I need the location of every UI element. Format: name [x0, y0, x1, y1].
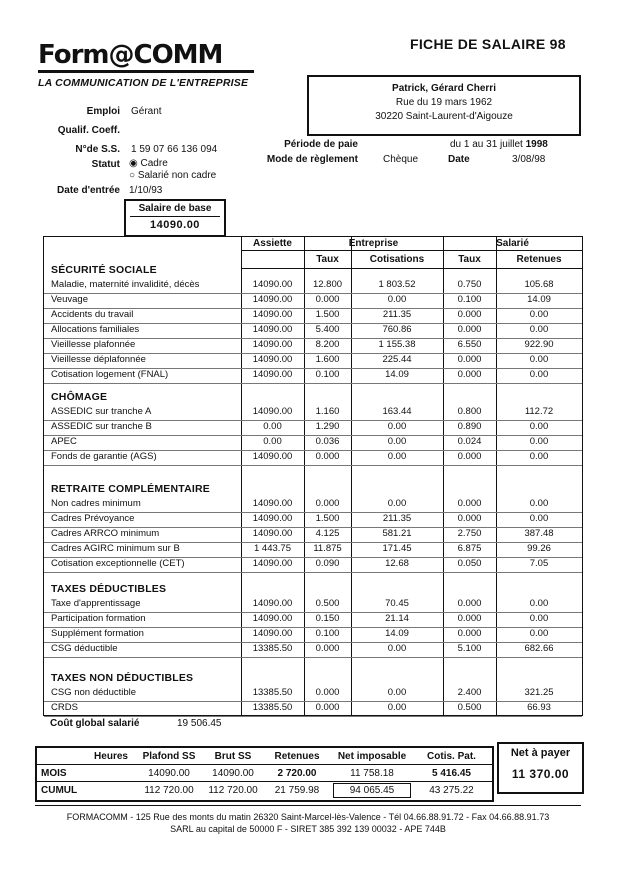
row-cell: 0.750	[457, 279, 482, 290]
footer-legal: SARL au capital de 50000 F - SIRET 385 392 139 00032 - APE 744B	[170, 824, 446, 834]
row-label: Taxe d'apprentissage	[51, 598, 141, 609]
row-cell: 171.45	[382, 543, 412, 554]
row-cell: 0.090	[315, 558, 340, 569]
row-cell: 0.00	[529, 451, 549, 462]
reglement-value: Chèque	[383, 154, 419, 165]
row-cell: 8.200	[315, 339, 340, 350]
row-cell: 0.000	[457, 498, 482, 509]
cumul-cotis-pat: 43 275.22	[429, 785, 474, 796]
entree-value: 1/10/93	[129, 185, 163, 196]
row-cell: 5.400	[315, 324, 340, 335]
employee-address-line2: 30220 Saint-Laurent-d'Aigouze	[375, 111, 513, 122]
table-row	[44, 420, 582, 435]
employee-address-line1: Rue du 19 mars 1962	[395, 97, 493, 108]
table-row	[44, 512, 582, 527]
row-label: Supplément formation	[51, 628, 144, 639]
section-title: TAXES NON DÉDUCTIBLES	[51, 672, 194, 684]
row-cell: 14.09	[527, 294, 551, 305]
row-cell: 0.00	[387, 702, 407, 713]
header-taux-entreprise: Taux	[316, 254, 339, 265]
table-row	[44, 278, 582, 293]
document-title: FICHE DE SALAIRE 98	[410, 36, 566, 52]
row-cell: 0.00	[529, 613, 549, 624]
section-title: SÉCURITÉ SOCIALE	[51, 264, 157, 276]
row-cell: 14090.00	[252, 369, 293, 380]
table-row	[44, 405, 582, 420]
footer-address: FORMACOMM - 125 Rue des monts du matin 26320 Saint-Marcel-lès-Valence - Tél 04.66.88.91.72 - Fax 04.66.88.91.73	[66, 812, 550, 822]
footer-divider	[35, 805, 581, 806]
row-cell: 14090.00	[252, 628, 293, 639]
row-cell: 66.93	[527, 702, 551, 713]
row-label: Fonds de garantie (AGS)	[51, 451, 157, 462]
row-cell: 0.00	[387, 687, 407, 698]
totals-table	[35, 746, 494, 802]
table-row	[44, 353, 582, 368]
row-cell: 0.000	[457, 354, 482, 365]
row-cell: 1 803.52	[378, 279, 416, 290]
row-cell: 0.00	[529, 309, 549, 320]
row-cell: 14090.00	[252, 324, 293, 335]
row-cell: 14090.00	[252, 498, 293, 509]
section-title: CHÔMAGE	[51, 391, 108, 403]
row-cell: 14090.00	[252, 598, 293, 609]
emploi-value: Gérant	[131, 106, 162, 117]
row-label: Maladie, maternité invalidité, décès	[51, 279, 200, 290]
row-cell: 225.44	[382, 354, 412, 365]
row-cell: 0.000	[315, 294, 340, 305]
statut-cadre	[129, 158, 168, 169]
header-entreprise: Entreprise	[348, 238, 399, 249]
row-cell: 0.00	[263, 421, 282, 432]
row-cell: 14090.00	[252, 279, 293, 290]
row-cell: 4.125	[315, 528, 340, 539]
cout-global-label: Coût global salarié	[50, 718, 140, 729]
table-row	[44, 686, 582, 701]
table-row	[44, 627, 582, 642]
qualif-label: Qualif. Coeff.	[57, 125, 120, 136]
row-cell: 0.000	[457, 513, 482, 524]
date-label: Date	[448, 154, 470, 165]
radio-checked-icon: ◉	[129, 158, 138, 169]
table-row	[44, 450, 582, 465]
row-cell: 211.35	[382, 309, 412, 320]
row-cell: 1 443.75	[254, 543, 291, 554]
company-logo: Form@COMM	[38, 40, 223, 70]
row-divider	[44, 465, 582, 466]
row-cell: 11.875	[313, 543, 342, 554]
row-cell: 12.68	[385, 558, 409, 569]
row-cell: 2.750	[457, 528, 482, 539]
row-cell: 6.550	[457, 339, 482, 350]
row-cell: 922.90	[524, 339, 554, 350]
row-cell: 0.00	[529, 436, 549, 447]
mois-plafond: 14090.00	[148, 768, 190, 779]
radio-unchecked-icon: ○	[129, 170, 136, 181]
mois-net-imposable: 11 758.18	[350, 768, 394, 779]
row-cell: 14090.00	[252, 354, 293, 365]
net-a-payer-label: Net à payer	[510, 747, 571, 759]
table-row	[44, 435, 582, 450]
section-title: TAXES DÉDUCTIBLES	[51, 583, 167, 595]
row-cell: 7.05	[529, 558, 549, 569]
cout-global-value: 19 506.45	[177, 718, 222, 729]
company-tagline: LA COMMUNICATION DE L'ENTREPRISE	[38, 77, 249, 89]
row-cell: 12.800	[312, 279, 343, 290]
row-cell: 0.000	[457, 628, 482, 639]
row-cell: 14090.00	[252, 451, 293, 462]
table-row	[44, 597, 582, 612]
mois-cotis-pat: 5 416.45	[432, 768, 471, 779]
row-cell: 0.500	[457, 702, 482, 713]
mois-retenues: 2 720.00	[277, 768, 317, 779]
row-cell: 0.00	[529, 354, 549, 365]
row-cell: 14.09	[385, 369, 409, 380]
row-cell: 0.000	[315, 498, 340, 509]
row-cell: 0.00	[387, 498, 407, 509]
table-row	[44, 701, 582, 716]
row-cell: 13385.50	[252, 687, 293, 698]
row-cell: 0.000	[457, 369, 482, 380]
table-row	[44, 293, 582, 308]
row-cell: 0.00	[529, 628, 549, 639]
row-cell: 387.48	[524, 528, 554, 539]
row-cell: 0.00	[387, 451, 407, 462]
row-label: Veuvage	[51, 294, 88, 305]
row-cell: 0.036	[315, 436, 340, 447]
table-row	[44, 323, 582, 338]
row-label: ASSEDIC sur tranche B	[51, 421, 152, 432]
row-cell: 163.44	[382, 406, 412, 417]
row-cell: 21.14	[385, 613, 409, 624]
employee-address-box	[307, 75, 581, 136]
table-row	[44, 642, 582, 657]
row-cell: 0.00	[387, 436, 407, 447]
table-row	[44, 497, 582, 512]
row-cell: 211.35	[382, 513, 412, 524]
totals-header-heures: Heures	[94, 751, 128, 762]
row-cell: 760.86	[382, 324, 412, 335]
header-assiette: Assiette	[253, 238, 292, 249]
row-cell: 14090.00	[252, 558, 293, 569]
row-cell: 6.875	[457, 543, 482, 554]
mois-brut: 14090.00	[212, 768, 254, 779]
ss-label: N°de S.S.	[75, 144, 120, 155]
row-cell: 321.25	[524, 687, 554, 698]
row-cell: 14.09	[385, 628, 409, 639]
row-label: Cotisation exceptionnelle (CET)	[51, 558, 185, 569]
row-cell: 0.000	[457, 324, 482, 335]
net-a-payer-box	[497, 742, 584, 794]
table-row	[44, 308, 582, 323]
row-cell: 105.68	[524, 279, 554, 290]
date-value: 3/08/98	[512, 154, 546, 165]
periode-value	[450, 139, 548, 150]
row-cell: 0.100	[315, 628, 340, 639]
row-label: Cadres AGIRC minimum sur B	[51, 543, 180, 554]
row-cell: 0.000	[457, 309, 482, 320]
row-label: Vieillesse déplafonnée	[51, 354, 146, 365]
row-cell: 0.000	[315, 643, 340, 654]
totals-mois-label: MOIS	[41, 768, 67, 779]
reglement-label: Mode de règlement	[266, 154, 358, 165]
table-row	[44, 338, 582, 353]
row-cell: 14090.00	[252, 613, 293, 624]
row-label: ASSEDIC sur tranche A	[51, 406, 152, 417]
row-cell: 0.00	[387, 643, 407, 654]
periode-text: du 1 au 31 juillet	[450, 139, 523, 150]
row-cell: 0.890	[457, 421, 482, 432]
totals-header-retenues: Retenues	[274, 751, 320, 762]
contributions-table	[43, 236, 583, 716]
row-label: Vieillesse plafonnée	[51, 339, 136, 350]
row-label: Cadres Prévoyance	[51, 513, 135, 524]
row-cell: 0.000	[315, 702, 340, 713]
row-cell: 14090.00	[252, 294, 293, 305]
row-cell: 13385.50	[252, 702, 293, 713]
row-cell: 0.100	[315, 369, 340, 380]
emploi-label: Emploi	[86, 106, 120, 117]
row-divider	[44, 383, 582, 384]
entree-label: Date d'entrée	[57, 185, 120, 196]
row-label: Non cadres minimum	[51, 498, 141, 509]
row-cell: 0.000	[315, 451, 340, 462]
row-cell: 0.00	[529, 598, 549, 609]
row-cell: 2.400	[457, 687, 482, 698]
totals-header-cotis-pat: Cotis. Pat.	[427, 751, 476, 762]
statut-cadre-label: Cadre	[140, 158, 168, 169]
row-label: CSG non déductible	[51, 687, 137, 698]
ss-value: 1 59 07 66 136 094	[131, 144, 218, 155]
row-label: Accidents du travail	[51, 309, 134, 320]
header-salarie: Salarié	[496, 238, 529, 249]
row-cell: 1.160	[315, 406, 340, 417]
periode-year: 1998	[525, 139, 548, 150]
row-cell: 0.00	[529, 421, 549, 432]
row-cell: 70.45	[385, 598, 409, 609]
row-label: CSG déductible	[51, 643, 118, 654]
row-cell: 0.00	[263, 436, 282, 447]
row-cell: 1.290	[315, 421, 340, 432]
table-row	[44, 527, 582, 542]
statut-non-cadre	[129, 170, 216, 181]
header-taux-salarie: Taux	[458, 254, 481, 265]
row-cell: 13385.50	[252, 643, 293, 654]
row-cell: 5.100	[457, 643, 482, 654]
row-cell: 0.000	[457, 613, 482, 624]
row-cell: 14090.00	[252, 406, 293, 417]
row-cell: 14090.00	[252, 309, 293, 320]
row-cell: 14090.00	[252, 513, 293, 524]
cumul-plafond: 112 720.00	[144, 785, 194, 796]
row-cell: 0.00	[529, 513, 549, 524]
row-cell: 581.21	[382, 528, 412, 539]
table-row	[44, 368, 582, 383]
row-cell: 1.600	[315, 354, 340, 365]
cumul-retenues: 21 759.98	[274, 785, 320, 796]
totals-header-plafond: Plafond SS	[142, 751, 196, 762]
row-label: Cotisation logement (FNAL)	[51, 369, 169, 380]
row-label: APEC	[51, 436, 77, 447]
row-cell: 0.00	[387, 294, 407, 305]
base-salary-value: 14090.00	[130, 216, 220, 231]
row-cell: 0.00	[529, 498, 549, 509]
cumul-brut: 112 720.00	[208, 785, 258, 796]
row-cell: 0.000	[315, 687, 340, 698]
employee-name: Patrick, Gérard Cherri	[392, 83, 496, 94]
totals-header-brut: Brut SS	[214, 751, 252, 762]
section-title: RETRAITE COMPLÉMENTAIRE	[51, 483, 210, 495]
row-cell: 0.00	[529, 369, 549, 380]
row-cell: 0.024	[457, 436, 482, 447]
row-cell: 112.72	[524, 406, 554, 417]
row-cell: 1 155.38	[378, 339, 416, 350]
row-cell: 99.26	[527, 543, 551, 554]
row-cell: 1.500	[315, 309, 340, 320]
base-salary-box	[124, 199, 226, 237]
row-cell: 0.000	[457, 451, 482, 462]
row-cell: 1.500	[315, 513, 340, 524]
table-row	[44, 612, 582, 627]
row-cell: 0.000	[457, 598, 482, 609]
row-label: Participation formation	[51, 613, 146, 624]
statut-non-cadre-label: Salarié non cadre	[137, 170, 217, 181]
row-cell: 0.00	[387, 421, 407, 432]
totals-header-net-imposable: Net imposable	[337, 751, 407, 762]
row-cell: 682.66	[524, 643, 554, 654]
row-cell: 0.050	[457, 558, 482, 569]
row-cell: 0.100	[457, 294, 482, 305]
row-divider	[44, 572, 582, 573]
row-cell: 0.500	[315, 598, 340, 609]
header-retenues: Retenues	[516, 254, 562, 265]
row-cell: 14090.00	[252, 339, 293, 350]
row-divider	[44, 657, 582, 658]
row-label: Cadres ARRCO minimum	[51, 528, 160, 539]
row-cell: 0.800	[457, 406, 482, 417]
table-row	[44, 542, 582, 557]
header-cotisations: Cotisations	[369, 254, 425, 265]
logo-underline	[38, 70, 254, 73]
base-salary-label: Salaire de base	[138, 203, 212, 214]
row-cell: 0.150	[315, 613, 340, 624]
totals-cumul-label: CUMUL	[41, 785, 78, 796]
row-label: CRDS	[51, 702, 78, 713]
cumul-net-imposable: 94 065.45	[333, 783, 411, 798]
row-label: Allocations familiales	[51, 324, 140, 335]
periode-label: Période de paie	[284, 139, 358, 150]
row-divider	[44, 716, 582, 717]
row-cell: 0.00	[529, 324, 549, 335]
statut-label: Statut	[91, 159, 120, 170]
row-cell: 14090.00	[252, 528, 293, 539]
net-a-payer-value: 11 370.00	[511, 767, 570, 781]
table-row	[44, 557, 582, 572]
